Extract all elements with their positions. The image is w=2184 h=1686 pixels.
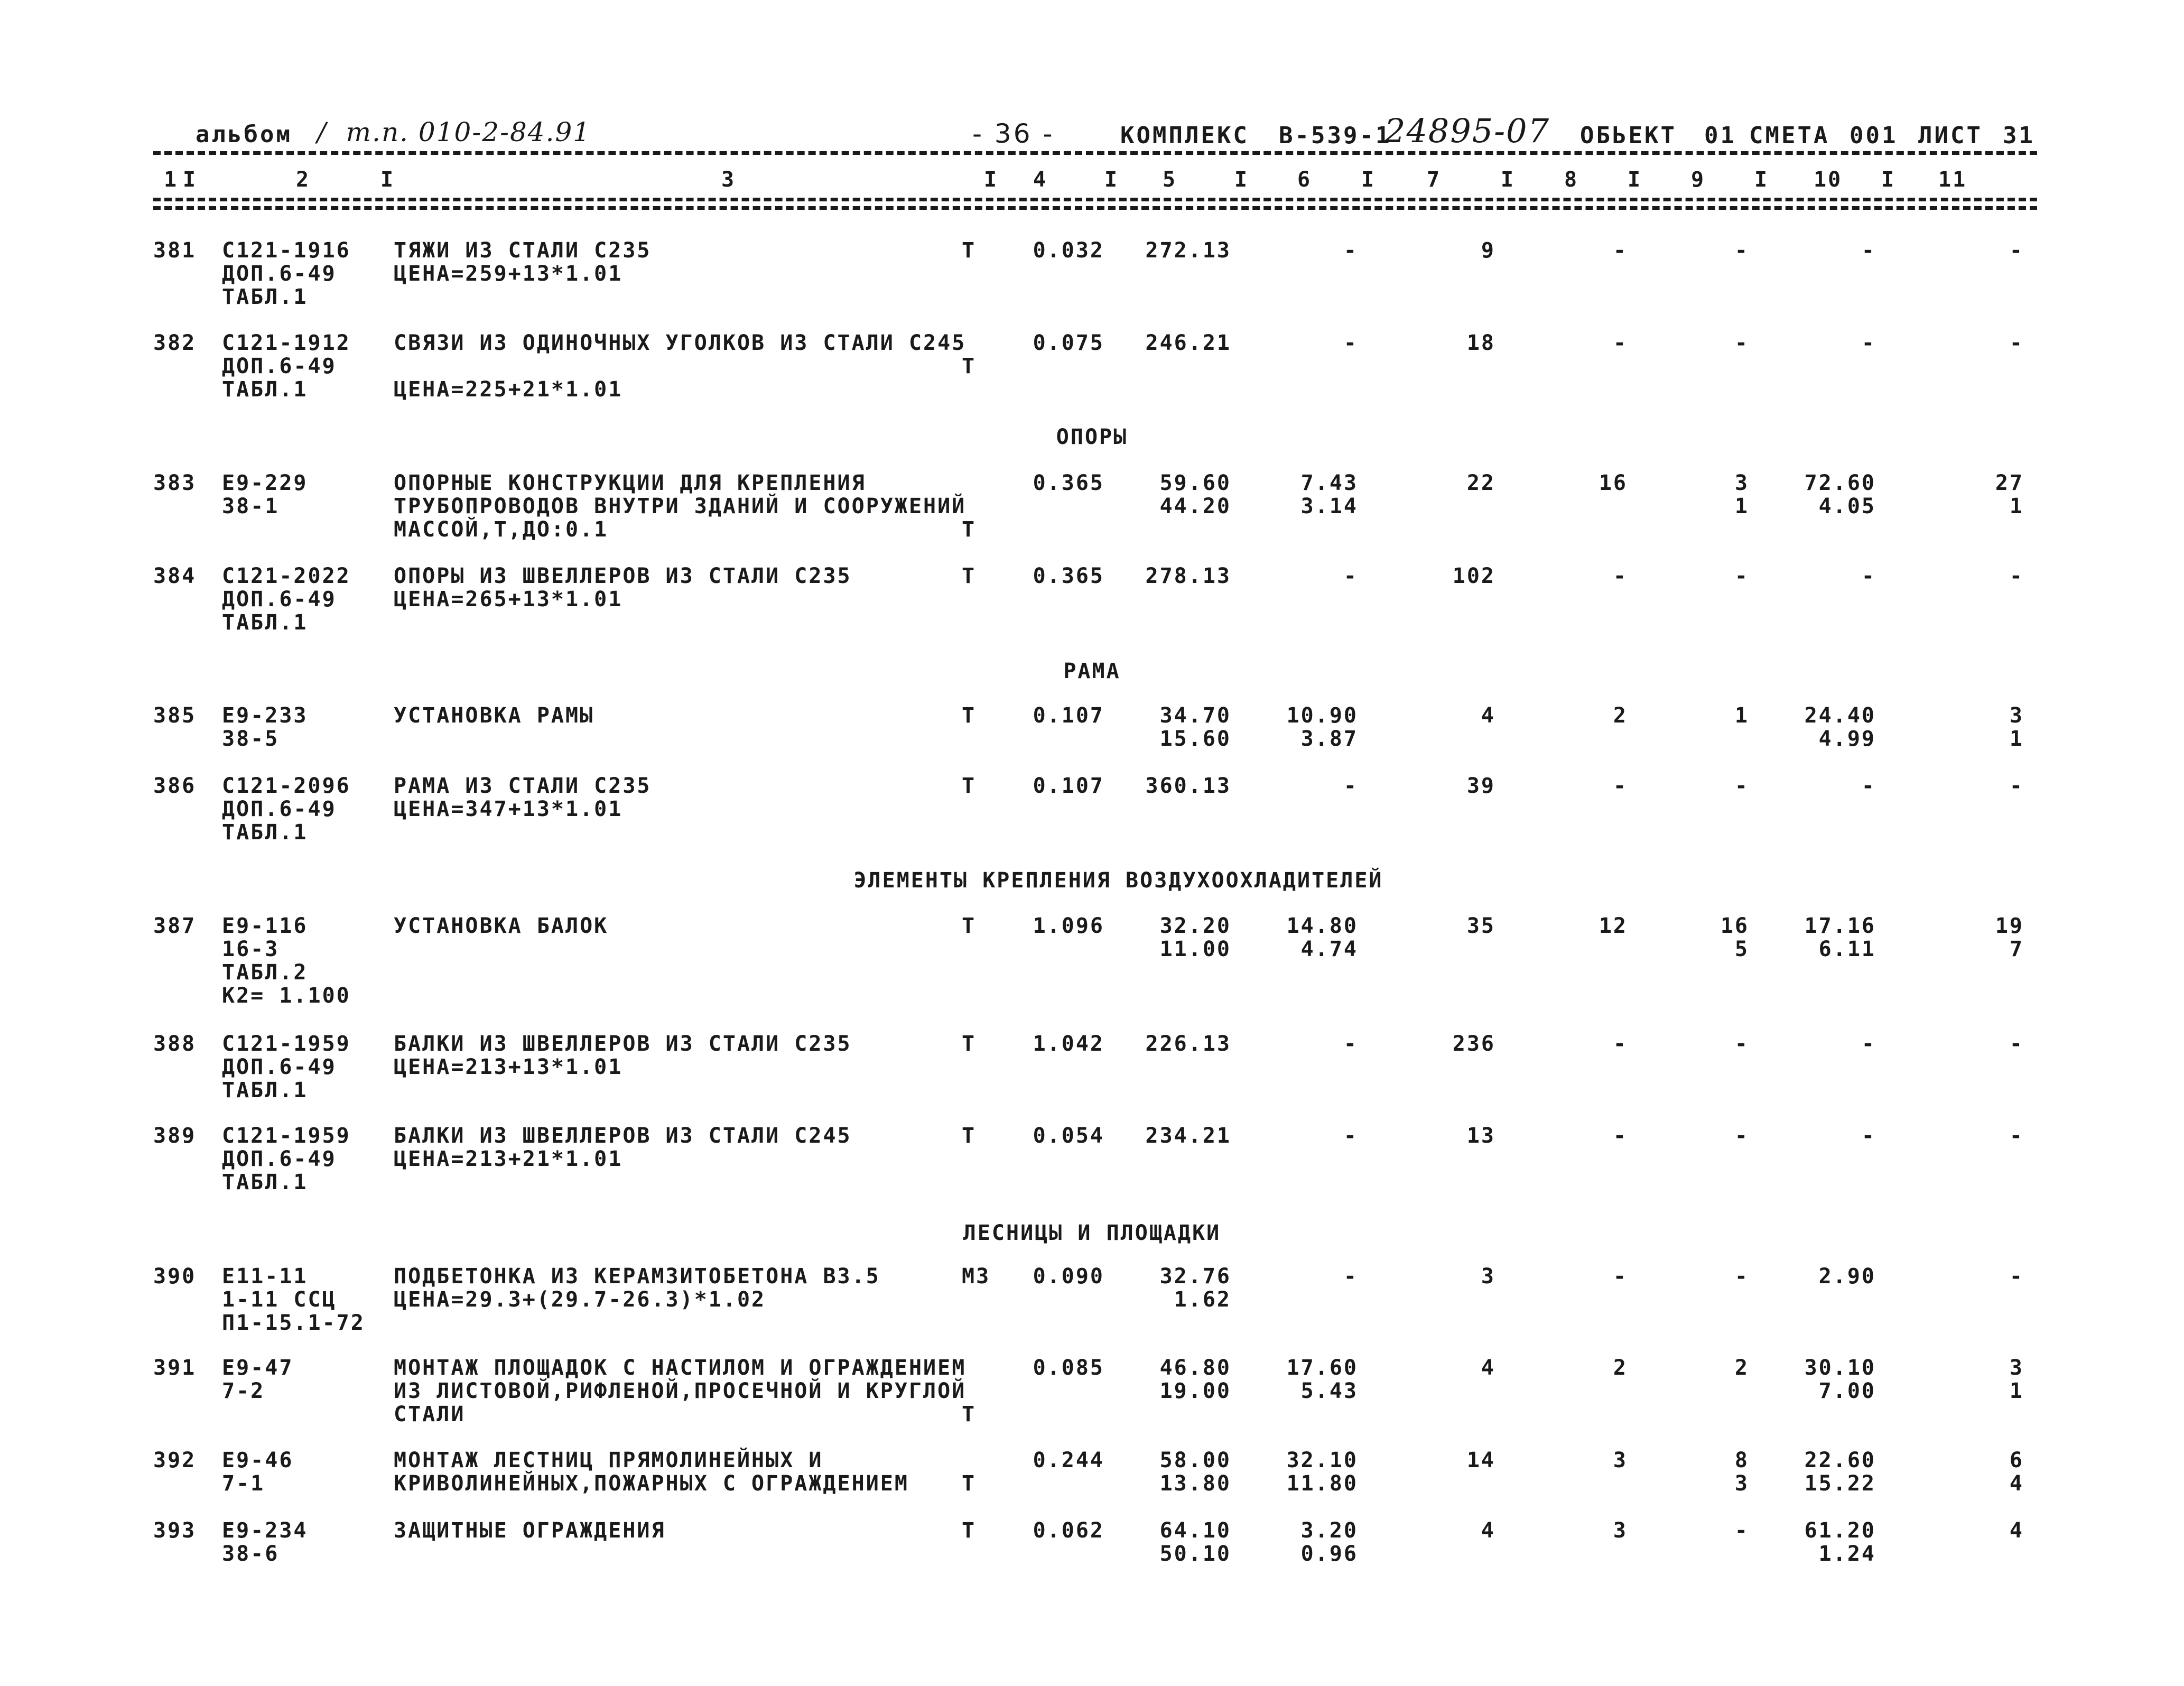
- col-9-value: -: [1734, 1518, 1749, 1543]
- row-number: 393: [153, 1518, 197, 1543]
- rate-code: С121-1912 ДОП.6-49 ТАБЛ.1: [222, 331, 351, 402]
- rate-code: Е9-46 7-1: [222, 1448, 294, 1496]
- col-11-value: -: [2009, 774, 2024, 798]
- rate-code: Е9-234 38-6: [222, 1518, 308, 1566]
- unit: Т: [962, 354, 977, 378]
- col-5-value: 46.80 19.00: [1159, 1356, 1231, 1403]
- col-8-value: -: [1613, 331, 1628, 355]
- col-11-value: 27 1: [1995, 471, 2024, 518]
- work-description: МОНТАЖ ПЛОЩАДОК С НАСТИЛОМ И ОГРАЖДЕНИЕМ ИЗ ЛИСТОВОЙ,РИФЛЕНОЙ,ПРОСЕЧНОЙ И КРУГЛОЙ СТАЛИ: [394, 1356, 966, 1426]
- col-11-value: 3 1: [2009, 703, 2024, 751]
- col-11-value: -: [2009, 564, 2024, 588]
- rate-code: Е9-229 38-1: [222, 471, 308, 518]
- row-number: 387: [153, 914, 197, 938]
- col-9-value: 8 3: [1734, 1448, 1749, 1496]
- col-8-value: 12: [1598, 914, 1628, 938]
- rate-code: С121-1959 ДОП.6-49 ТАБЛ.1: [222, 1032, 351, 1103]
- col-11-value: 3 1: [2009, 1356, 2024, 1403]
- unit: Т: [962, 1032, 977, 1056]
- col-5-value: 64.10 50.10: [1159, 1518, 1231, 1566]
- album-handwritten: / т.п. 010-2-84.91: [317, 117, 591, 147]
- col-9-value: -: [1734, 331, 1749, 355]
- row-number: 392: [153, 1448, 197, 1472]
- col-10-value: 72.60 4.05: [1804, 471, 1876, 518]
- estimate-label: СМЕТА: [1749, 122, 1830, 149]
- estimate-value: 001: [1850, 122, 1898, 149]
- col-10-value: -: [1861, 564, 1876, 588]
- col-9-value: 1: [1734, 703, 1749, 728]
- col-6-value: 17.60 5.43: [1286, 1356, 1358, 1403]
- column-sep: I: [1234, 168, 1249, 192]
- column-number: 3: [721, 168, 736, 192]
- work-description: УСТАНОВКА РАМЫ: [394, 703, 594, 728]
- col-6-value: 7.43 3.14: [1300, 471, 1358, 518]
- quantity: 0.062: [1033, 1518, 1104, 1543]
- quantity: 0.085: [1033, 1356, 1104, 1380]
- col-7-value: 236: [1452, 1032, 1495, 1056]
- col-9-value: -: [1734, 1264, 1749, 1289]
- col-11-value: -: [2009, 331, 2024, 355]
- col-10-value: 24.40 4.99: [1804, 703, 1876, 751]
- col-8-value: -: [1613, 238, 1628, 263]
- rate-code: Е9-116 16-3 ТАБЛ.2 К2= 1.100: [222, 914, 351, 1008]
- row-number: 388: [153, 1032, 197, 1056]
- row-number: 390: [153, 1264, 197, 1289]
- col-7-value: 4: [1481, 1518, 1495, 1543]
- object-value: 01: [1704, 122, 1736, 149]
- col-9-value: -: [1734, 238, 1749, 263]
- row-number: 382: [153, 331, 197, 355]
- col-11-value: -: [2009, 1032, 2024, 1056]
- rate-code: С121-1916 ДОП.6-49 ТАБЛ.1: [222, 238, 351, 309]
- row-number: 384: [153, 564, 197, 588]
- col-8-value: -: [1613, 564, 1628, 588]
- col-9-value: -: [1734, 564, 1749, 588]
- quantity: 1.096: [1033, 914, 1104, 938]
- col-9-value: -: [1734, 1032, 1749, 1056]
- column-number: 6: [1297, 168, 1312, 192]
- col-8-value: 16: [1598, 471, 1628, 495]
- col-8-value: -: [1613, 1124, 1628, 1148]
- album-label: альбом: [196, 121, 292, 148]
- row-number: 381: [153, 238, 197, 263]
- column-sep: I: [1501, 168, 1516, 192]
- col-8-value: -: [1613, 1264, 1628, 1289]
- work-description: МОНТАЖ ЛЕСТНИЦ ПРЯМОЛИНЕЙНЫХ И КРИВОЛИНЕЙНЫХ,ПОЖАРНЫХ С ОГРАЖДЕНИЕМ: [394, 1448, 909, 1496]
- object-label: ОБЬЕКТ: [1580, 122, 1677, 149]
- col-9-value: -: [1734, 774, 1749, 798]
- col-7-value: 4: [1481, 1356, 1495, 1380]
- col-8-value: 2: [1613, 703, 1628, 728]
- quantity: 0.365: [1033, 471, 1104, 495]
- unit: Т: [962, 774, 977, 798]
- col-9-value: 3 1: [1734, 471, 1749, 518]
- quantity: 0.054: [1033, 1124, 1104, 1148]
- col-5-value: 34.70 15.60: [1159, 703, 1231, 751]
- col-6-value: -: [1343, 1124, 1358, 1148]
- col-9-value: 2: [1734, 1356, 1749, 1380]
- work-description: РАМА ИЗ СТАЛИ С235 ЦЕНА=347+13*1.01: [394, 774, 652, 821]
- work-description: ТЯЖИ ИЗ СТАЛИ С235 ЦЕНА=259+13*1.01: [394, 238, 652, 286]
- column-number: 10: [1814, 168, 1843, 192]
- complex-label: КОМПЛЕКС: [1120, 122, 1249, 149]
- quantity: 0.107: [1033, 774, 1104, 798]
- col-11-value: -: [2009, 1264, 2024, 1289]
- rate-code: Е9-47 7-2: [222, 1356, 294, 1403]
- work-description: УСТАНОВКА БАЛОК: [394, 914, 609, 938]
- col-7-value: 35: [1466, 914, 1495, 938]
- col-10-value: 22.60 15.22: [1804, 1448, 1876, 1496]
- column-number: 4: [1033, 168, 1048, 192]
- col-6-value: -: [1343, 1264, 1358, 1289]
- col-10-value: -: [1861, 1032, 1876, 1056]
- col-8-value: -: [1613, 774, 1628, 798]
- col-7-value: 22: [1466, 471, 1495, 495]
- column-number: 8: [1564, 168, 1579, 192]
- col-5-value: 32.20 11.00: [1159, 914, 1231, 961]
- col-10-value: 2.90: [1818, 1264, 1876, 1289]
- column-sep: I: [183, 168, 198, 192]
- col-7-value: 4: [1481, 703, 1495, 728]
- sheet-label: ЛИСТ: [1918, 122, 1983, 149]
- column-number: 9: [1691, 168, 1706, 192]
- column-number: 2: [296, 168, 311, 192]
- col-11-value: -: [2009, 1124, 2024, 1148]
- unit: Т: [962, 703, 977, 728]
- col-5-value: 58.00 13.80: [1159, 1448, 1231, 1496]
- work-description: ОПОРНЫЕ КОНСТРУКЦИИ ДЛЯ КРЕПЛЕНИЯ ТРУБОПРОВОДОВ ВНУТРИ ЗДАНИЙ И СООРУЖЕНИЙ МАССОЙ,Т,ДО:0.1: [394, 471, 966, 542]
- col-8-value: 3: [1613, 1518, 1628, 1543]
- quantity: 0.107: [1033, 703, 1104, 728]
- column-sep: I: [984, 168, 999, 192]
- page-number: - 36 -: [972, 118, 1055, 149]
- section-title-supports: ОПОРЫ: [1056, 425, 1128, 449]
- unit: Т: [962, 1124, 977, 1148]
- col-5-value: 32.76 1.62: [1159, 1264, 1231, 1312]
- section-title-cooler-fixings: ЭЛЕМЕНТЫ КРЕПЛЕНИЯ ВОЗДУХООХЛАДИТЕЛЕЙ: [853, 868, 1383, 893]
- unit: Т: [962, 1471, 977, 1496]
- unit: М3: [962, 1264, 991, 1289]
- header-rule-top: [153, 151, 2037, 155]
- unit: Т: [962, 1402, 977, 1426]
- column-sep: I: [1881, 168, 1896, 192]
- col-6-value: 14.80 4.74: [1286, 914, 1358, 961]
- col-5-value: 246.21: [1145, 331, 1231, 355]
- col-7-value: 18: [1466, 331, 1495, 355]
- column-sep: I: [1361, 168, 1376, 192]
- column-number: 1: [164, 168, 179, 192]
- col-9-value: -: [1734, 1124, 1749, 1148]
- col-6-value: 32.10 11.80: [1286, 1448, 1358, 1496]
- col-5-value: 278.13: [1145, 564, 1231, 588]
- section-title-stairs: ЛЕСНИЦЫ И ПЛОЩАДКИ: [963, 1221, 1221, 1245]
- unit: Т: [962, 517, 977, 542]
- col-6-value: 10.90 3.87: [1286, 703, 1358, 751]
- rate-code: С121-2022 ДОП.6-49 ТАБЛ.1: [222, 564, 351, 635]
- unit: Т: [962, 914, 977, 938]
- col-6-value: -: [1343, 1032, 1358, 1056]
- row-number: 391: [153, 1356, 197, 1380]
- header-rule-bottom-2: [153, 206, 2037, 210]
- column-number: 11: [1938, 168, 1967, 192]
- work-description: БАЛКИ ИЗ ШВЕЛЛЕРОВ ИЗ СТАЛИ С245 ЦЕНА=213+21*1.01: [394, 1124, 852, 1171]
- quantity: 0.365: [1033, 564, 1104, 588]
- work-description: БАЛКИ ИЗ ШВЕЛЛЕРОВ ИЗ СТАЛИ С235 ЦЕНА=213+13*1.01: [394, 1032, 852, 1079]
- column-sep: I: [1754, 168, 1769, 192]
- col-5-value: 234.21: [1145, 1124, 1231, 1148]
- rate-code: Е9-233 38-5: [222, 703, 308, 751]
- col-10-value: -: [1861, 331, 1876, 355]
- col-10-value: -: [1861, 238, 1876, 263]
- col-7-value: 9: [1481, 238, 1495, 263]
- row-number: 389: [153, 1124, 197, 1148]
- quantity: 0.244: [1033, 1448, 1104, 1472]
- quantity: 0.032: [1033, 238, 1104, 263]
- row-number: 383: [153, 471, 197, 495]
- col-9-value: 16 5: [1720, 914, 1749, 961]
- col-8-value: 2: [1613, 1356, 1628, 1380]
- work-description: ЗАЩИТНЫЕ ОГРАЖДЕНИЯ: [394, 1518, 666, 1543]
- rate-code: С121-1959 ДОП.6-49 ТАБЛ.1: [222, 1124, 351, 1194]
- col-11-value: 19 7: [1995, 914, 2024, 961]
- unit: Т: [962, 238, 977, 263]
- col-5-value: 360.13: [1145, 774, 1231, 798]
- col-8-value: -: [1613, 1032, 1628, 1056]
- col-11-value: -: [2009, 238, 2024, 263]
- column-sep: I: [380, 168, 395, 192]
- rate-code: С121-2096 ДОП.6-49 ТАБЛ.1: [222, 774, 351, 845]
- column-sep: I: [1104, 168, 1119, 192]
- rate-code: Е11-11 1-11 ССЦ П1-15.1-72: [222, 1264, 365, 1335]
- col-10-value: 30.10 7.00: [1804, 1356, 1876, 1403]
- col-10-value: -: [1861, 1124, 1876, 1148]
- col-10-value: 17.16 6.11: [1804, 914, 1876, 961]
- col-7-value: 13: [1466, 1124, 1495, 1148]
- quantity: 0.075: [1033, 331, 1104, 355]
- col-5-value: 59.60 44.20: [1159, 471, 1231, 518]
- work-description: ПОДБЕТОНКА ИЗ КЕРАМЗИТОБЕТОНА В3.5 ЦЕНА=29.3+(29.7-26.3)*1.02: [394, 1264, 880, 1312]
- col-6-value: -: [1343, 238, 1358, 263]
- column-number: 5: [1163, 168, 1177, 192]
- column-sep: I: [1628, 168, 1642, 192]
- work-description: ОПОРЫ ИЗ ШВЕЛЛЕРОВ ИЗ СТАЛИ С235 ЦЕНА=265+13*1.01: [394, 564, 852, 612]
- section-title-frame: РАМА: [1063, 659, 1121, 683]
- header-rule-bottom: [153, 198, 2037, 201]
- col-7-value: 102: [1452, 564, 1495, 588]
- col-7-value: 39: [1466, 774, 1495, 798]
- row-number: 386: [153, 774, 197, 798]
- col-6-value: -: [1343, 331, 1358, 355]
- col-11-value: 4: [2009, 1518, 2024, 1543]
- quantity: 0.090: [1033, 1264, 1104, 1289]
- col-8-value: 3: [1613, 1448, 1628, 1472]
- sheet-value: 31: [2003, 122, 2035, 149]
- col-6-value: -: [1343, 564, 1358, 588]
- work-description: СВЯЗИ ИЗ ОДИНОЧНЫХ УГОЛКОВ ИЗ СТАЛИ С245 ЦЕНА=225+21*1.01: [394, 331, 966, 402]
- col-5-value: 226.13: [1145, 1032, 1231, 1056]
- quantity: 1.042: [1033, 1032, 1104, 1056]
- col-6-value: -: [1343, 774, 1358, 798]
- unit: Т: [962, 1518, 977, 1543]
- col-5-value: 272.13: [1145, 238, 1231, 263]
- row-number: 385: [153, 703, 197, 728]
- col-7-value: 14: [1466, 1448, 1495, 1472]
- col-10-value: -: [1861, 774, 1876, 798]
- col-11-value: 6 4: [2009, 1448, 2024, 1496]
- unit: Т: [962, 564, 977, 588]
- complex-handwritten: 24895-07: [1384, 112, 1550, 150]
- col-10-value: 61.20 1.24: [1804, 1518, 1876, 1566]
- column-number: 7: [1427, 168, 1442, 192]
- complex-code: В-539-1: [1279, 122, 1392, 149]
- col-7-value: 3: [1481, 1264, 1495, 1289]
- col-6-value: 3.20 0.96: [1300, 1518, 1358, 1566]
